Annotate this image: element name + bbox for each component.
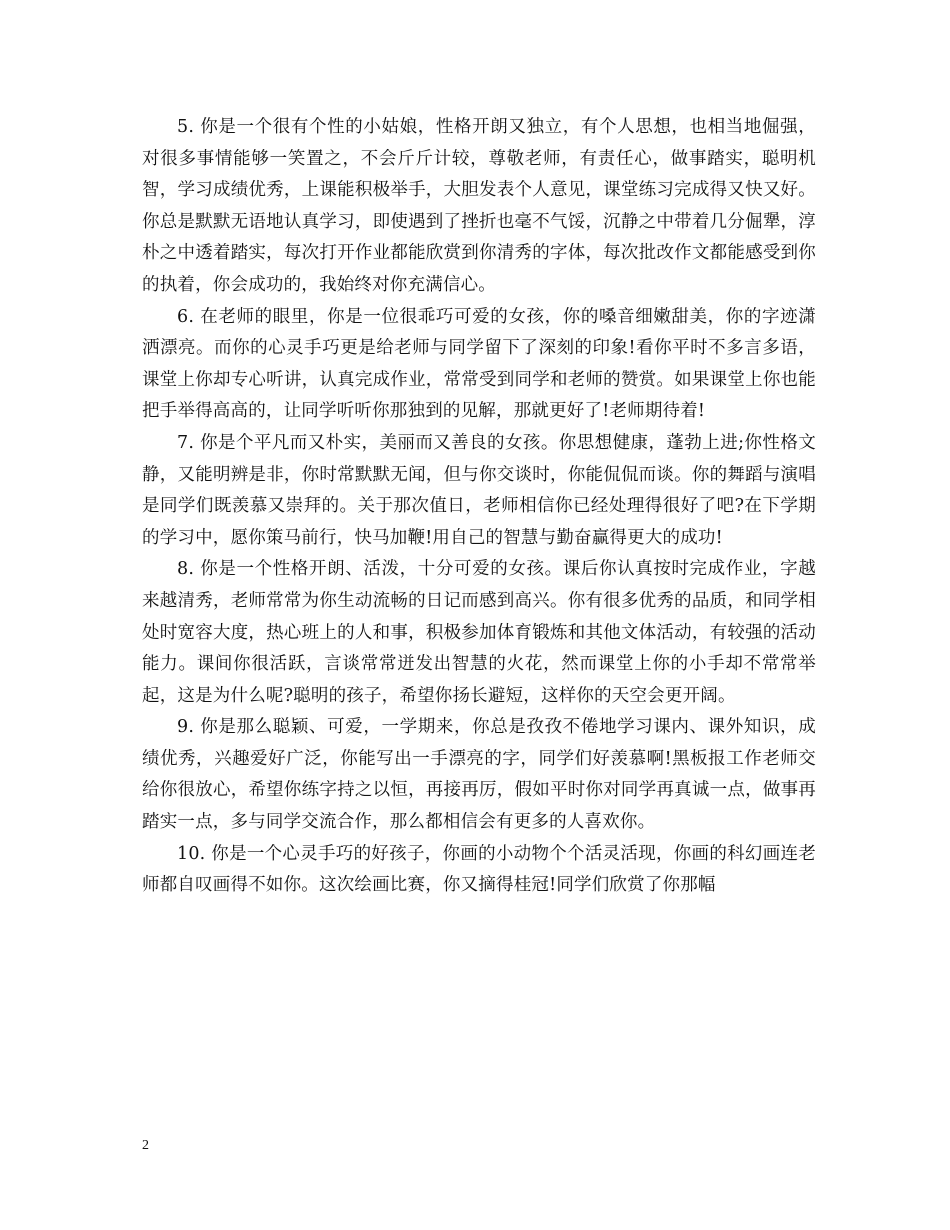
paragraph-7: 7. 你是个平凡而又朴实，美丽而又善良的女孩。你思想健康，蓬勃上进;你性格文静，又能明辨是非，你时常默默无闻，但与你交谈时，你能侃侃而谈。你的舞蹈与演唱是同学们既羡慕又崇拜的。关于那次值日，老师相信你已经处理得很好了吧?在下学期的学习中，愿你策马前行，快马加鞭!用自己的智慧与勤奋赢得更大的成功! [142, 432, 816, 548]
paragraph-8: 8. 你是一个性格开朗、活泼，十分可爱的女孩。课后你认真按时完成作业，字越来越清秀，老师常常为你生动流畅的日记而感到高兴。你有很多优秀的品质，和同学相处时宽容大度，热心班上的人和事，积极参加体育锻炼和其他文体活动，有较强的活动能力。课间你很活跃，言谈常常迸发出智慧的火花，然而课堂上你的小手却不常常举起，这是为什么呢?聪明的孩子，希望你扬长避短，这样你的天空会更开阔。 [142, 559, 816, 706]
paragraph-9: 9. 你是那么聪颖、可爱，一学期来，你总是孜孜不倦地学习课内、课外知识，成绩优秀，兴趣爱好广泛，你能写出一手漂亮的字，同学们好羡慕啊!黑板报工作老师交给你很放心，希望你练字持之以恒，再接再厉，假如平时你对同学再真诚一点，做事再踏实一点，多与同学交流合作，那么都相信会有更多的人喜欢你。 [142, 717, 816, 833]
document-body [142, 112, 816, 902]
page-number: 2 [142, 1138, 149, 1153]
paragraph-5: 5. 你是一个很有个性的小姑娘，性格开朗又独立，有个人思想，也相当地倔强，对很多事情能够一笑置之，不会斤斤计较，尊敬老师，有责任心，做事踏实，聪明机智，学习成绩优秀，上课能积极举手，大胆发表个人意见，课堂练习完成得又快又好。你总是默默无语地认真学习，即使遇到了挫折也毫不气馁，沉静之中带着几分倔犟，淳朴之中透着踏实，每次打开作业都能欣赏到你清秀的字体，每次批改作文都能感受到你的执着，你会成功的，我始终对你充满信心。 [142, 117, 816, 295]
paragraph-10: 10. 你是一个心灵手巧的好孩子，你画的小动物个个活灵活现，你画的科幻画连老师都自叹画得不如你。这次绘画比赛，你又摘得桂冠!同学们欣赏了你那幅 [142, 843, 816, 896]
paragraph-6: 6. 在老师的眼里，你是一位很乖巧可爱的女孩，你的嗓音细嫩甜美，你的字迹潇洒漂亮。而你的心灵手巧更是给老师与同学留下了深刻的印象!看你平时不多言多语，课堂上你却专心听讲，认真完成作业，常常受到同学和老师的赞赏。如果课堂上你也能把手举得高高的，让同学听听你那独到的见解，那就更好了!老师期待着! [142, 306, 816, 422]
